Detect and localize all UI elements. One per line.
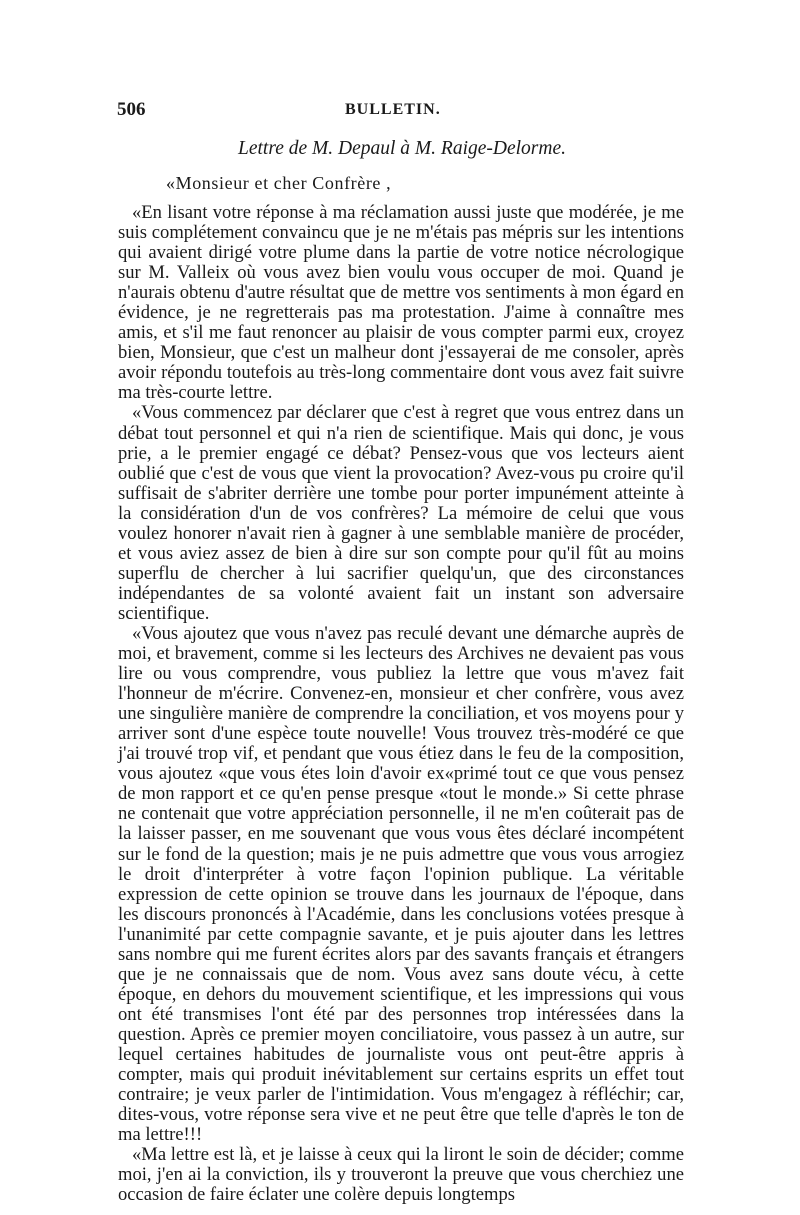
letter-title: Lettre de M. Depaul à M. Raige-Delorme. [238, 138, 566, 159]
letter-body [118, 203, 684, 1205]
paragraph: «Vous ajoutez que vous n'avez pas reculé devant une démarche auprès de moi, et bravement, comme si les lecteurs des Archives ne devaient pas vous lire ou vous comprendre, vous publiez la lettre que vous m'avez fait l'honneur de m'écrire. Convenez-en, monsieur et cher confrère, vous avez une singulière manière de comprendre la conciliation, et vos moyens pour y arriver sont d'une espèce toute nouvelle! Vous trouvez très-modéré ce que j'ai trouvé trop vif, et pendant que vous étiez dans le feu de la composition, vous ajoutez «que vous étes loin d'avoir ex«primé tout ce que vous pensez de mon rapport et ce qu'en pense presque «tout le monde.» Si cette phrase ne contenait que votre appréciation personnelle, il ne m'en coûterait pas de la laisser passer, en me souvenant que vous vous êtes déclaré incompétent sur le fond de la question; mais je ne puis admettre que vous vous arrogiez le droit d'interpréter à votre façon l'opinion publique. La véritable expression de cette opinion se trouve dans les journaux de l'époque, dans les discours prononcés à l'Académie, dans les conclusions votées presque à l'unanimité par cette compagnie savante, et je puis ajouter dans les lettres sans nombre qui me furent écrites alors par des savants français et étrangers que je ne connaissais que de nom. Vous avez sans doute vécu, à cette époque, en dehors du mouvement scientifique, et les impressions qui vous ont été transmises l'ont été par des personnes trop intéressées dans la question. Après ce premier moyen conciliatoire, vous passez à un autre, sur lequel certaines habitudes de journaliste vous ont peut-être appris à compter, mais qui produit inévitablement sur certains esprits un effet tout contraire; je veux parler de l'intimidation. Vous m'engagez à réfléchir; car, dites-vous, votre réponse sera vive et ne peut être que telle d'après le ton de ma lettre!!! [118, 622, 684, 1146]
page-number: 506 [117, 99, 146, 120]
paragraph: «Ma lettre est là, et je laisse à ceux qui la liront le soin de décider; comme moi, j'en ai la conviction, ils y trouveront la preuve que vous cherchiez une occasion de faire éclater une colère depuis longtemps [118, 1144, 684, 1206]
salutation: «Monsieur et cher Confrère , [166, 173, 392, 193]
paragraph: «Vous commencez par déclarer que c'est à regret que vous entrez dans un débat tout personnel et qui n'a rien de scientifique. Mais qui donc, je vous prie, a le premier engagé ce débat? Pensez-vous que vos lecteurs aient oublié que c'est de vous que vient la provocation? Avez-vous pu croire qu'il suffisait de s'abriter derrière une tombe pour porter impunément atteinte à la considération d'un de vos confrères? La mémoire de celui que vous voulez honorer n'avait rien à gagner à une semblable manière de procéder, et vous aviez assez de bien à dire sur son compte pour qu'il fût au moins superflu de chercher à lui sacrifier quelqu'un, que des circonstances indépendantes de sa volonté avaient fait un instant son adversaire scientifique. [118, 402, 684, 624]
paragraph: «En lisant votre réponse à ma réclamation aussi juste que modérée, je me suis complétement convaincu que je ne m'étais pas mépris sur les intentions qui avaient dirigé votre plume dans la partie de votre notice nécrologique sur M. Valleix où vous avez bien voulu vous occuper de moi. Quand je n'aurais obtenu d'autre résultat que de mettre vos sentiments à mon égard en évidence, je ne regretterais pas ma protestation. J'aime à connaître mes amis, et s'il me faut renoncer au plaisir de vous compter parmi eux, croyez bien, Monsieur, que c'est un malheur dont j'essayerai de me consoler, après avoir répondu toutefois au très-long commentaire dont vous avez fait suivre ma très-courte lettre. [118, 202, 684, 404]
running-head: BULLETIN. [345, 101, 441, 118]
